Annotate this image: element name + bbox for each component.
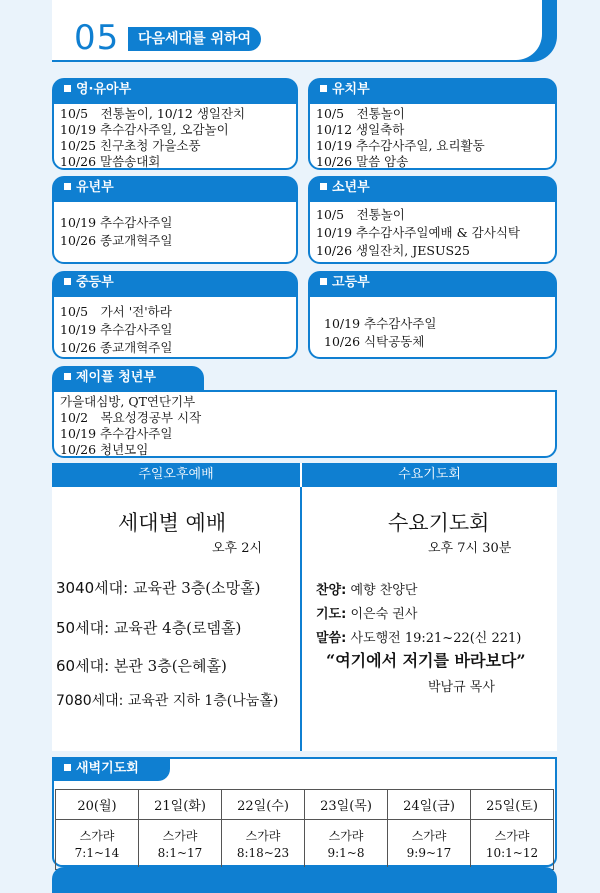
card-line: 10/5 전통놀이, 10/12 생일잔치 (60, 106, 246, 121)
card-line: 10/2 목요성경공부 시작 (60, 410, 202, 425)
reading-cell (139, 820, 222, 870)
card-infant (52, 102, 298, 170)
sunday-place (56, 617, 241, 638)
pastor-name: 박남규 목사 (428, 680, 495, 695)
card-title: 고등부 (332, 275, 370, 290)
card-high-header (308, 271, 557, 295)
section-number: 05 (74, 18, 120, 58)
card-youth-header (308, 176, 557, 200)
card-young-adult-header (52, 366, 204, 390)
day-cell: 25일(토) (471, 790, 554, 820)
card-youth (308, 200, 557, 264)
column-divider (300, 487, 302, 751)
card-line: 10/26 식탁공동체 (324, 334, 425, 349)
card-line: 10/5 가서 '전'하라 (60, 304, 172, 319)
reading-verse: 7:1~14 (74, 845, 120, 860)
card-junior-header (52, 176, 298, 200)
card-high (308, 295, 557, 359)
card-line: 10/26 종교개혁주일 (60, 233, 173, 248)
day-cell: 21일(화) (139, 790, 222, 820)
dawn-schedule-table (55, 789, 554, 870)
reading-book: 스가랴 (328, 828, 364, 843)
sunday-place (56, 690, 278, 710)
card-line: 10/19 추수감사주일 (60, 322, 173, 337)
place-location: 교육관 4층(로뎀홀) (113, 619, 242, 637)
card-line: 10/19 추수감사주일, 요리활동 (316, 138, 485, 153)
reading-verse: 8:1~17 (157, 845, 203, 860)
card-line: 10/12 생일축하 (316, 122, 405, 137)
footer-band (52, 867, 557, 893)
card-junior (52, 200, 298, 264)
card-line: 10/19 추수감사주일 (60, 215, 173, 230)
card-title: 중등부 (76, 275, 114, 290)
wednesday-header: 수요기도회 (302, 463, 557, 487)
prayer-value: 이은숙 권사 (350, 607, 418, 622)
card-infant-header (52, 78, 298, 102)
card-young-adult (52, 390, 557, 458)
prayer-line (316, 603, 417, 622)
word-label: 말씀: (316, 631, 347, 646)
square-icon (64, 373, 71, 380)
card-middle (52, 295, 298, 359)
card-line: 10/26 말씀 암송 (316, 154, 409, 169)
day-cell: 23일(목) (305, 790, 388, 820)
sunday-time: 오후 2시 (212, 541, 263, 556)
card-title: 영·유아부 (76, 82, 132, 97)
prayer-label: 기도: (316, 607, 347, 622)
card-title: 유치부 (332, 82, 370, 97)
place-generation: 50세대: (56, 619, 110, 637)
reading-book: 스가랴 (494, 828, 530, 843)
card-line: 가을대심방, QT연단기부 (60, 394, 196, 409)
wednesday-title: 수요기도회 (388, 511, 490, 535)
sunday-header: 주일오후예배 (52, 463, 300, 487)
header-panel (52, 0, 542, 60)
square-icon (320, 183, 327, 190)
card-line: 10/26 청년모임 (60, 442, 149, 457)
reading-cell (305, 820, 388, 870)
square-icon (64, 764, 71, 771)
reading-book: 스가랴 (411, 828, 447, 843)
card-title: 제이플 청년부 (76, 370, 156, 385)
reading-verse: 8:18~23 (236, 845, 290, 860)
card-line: 10/5 전통놀이 (316, 207, 405, 222)
square-icon (320, 85, 327, 92)
word-line (316, 627, 521, 646)
sunday-title: 세대별 예배 (118, 511, 227, 535)
card-title: 소년부 (332, 180, 370, 195)
card-line: 10/26 종교개혁주일 (60, 340, 173, 355)
card-line: 10/19 추수감사주일, 오감놀이 (60, 122, 229, 137)
card-middle-header (52, 271, 298, 295)
reading-cell (56, 820, 139, 870)
dawn-header (52, 757, 170, 781)
card-kindergarten-header (308, 78, 557, 102)
reading-verse: 9:1~8 (327, 845, 365, 860)
square-icon (64, 278, 71, 285)
card-line: 10/19 추수감사주일 (324, 316, 437, 331)
wednesday-time: 오후 7시 30분 (428, 541, 512, 556)
card-title: 유년부 (76, 180, 114, 195)
square-icon (64, 183, 71, 190)
day-cell: 22일(수) (222, 790, 305, 820)
card-line: 10/25 친구초청 가을소풍 (60, 138, 201, 153)
sermon-title: “여기에서 저기를 바라보다” (326, 651, 526, 670)
word-value: 사도행전 19:21~22(신 221) (350, 631, 522, 646)
place-location: 교육관 3층(소망홀) (133, 579, 261, 597)
place-generation: 60세대: (56, 657, 110, 675)
reading-book: 스가랴 (162, 828, 198, 843)
sunday-place (56, 655, 227, 676)
card-kindergarten (308, 102, 557, 170)
section-title: 다음세대를 위하여 (128, 27, 261, 51)
reading-cell (471, 820, 554, 870)
reading-verse: 9:9~17 (406, 845, 452, 860)
praise-line (316, 579, 417, 598)
reading-verse: 10:1~12 (485, 845, 539, 860)
card-line: 10/19 추수감사주일 (60, 426, 173, 441)
reading-cell (222, 820, 305, 870)
day-cell: 24일(금) (388, 790, 471, 820)
place-location: 교육관 지하 1층(나눔홀) (127, 693, 279, 709)
reading-cell (388, 820, 471, 870)
place-location: 본관 3층(은혜홀) (113, 657, 227, 675)
card-line: 10/26 말씀송대회 (60, 154, 161, 169)
place-generation: 7080세대: (56, 693, 124, 709)
day-cell: 20(월) (56, 790, 139, 820)
card-line: 10/19 추수감사주일예배 & 감사식탁 (316, 225, 520, 240)
praise-value: 예향 찬양단 (350, 583, 418, 598)
card-line: 10/5 전통놀이 (316, 106, 405, 121)
reading-book: 스가랴 (79, 828, 115, 843)
place-generation: 3040세대: (56, 579, 129, 597)
sunday-place (56, 577, 260, 598)
square-icon (320, 278, 327, 285)
square-icon (64, 85, 71, 92)
card-line: 10/26 생일잔치, JESUS25 (316, 243, 470, 258)
dawn-title: 새벽기도회 (76, 761, 139, 776)
praise-label: 찬양: (316, 583, 347, 598)
reading-book: 스가랴 (245, 828, 281, 843)
